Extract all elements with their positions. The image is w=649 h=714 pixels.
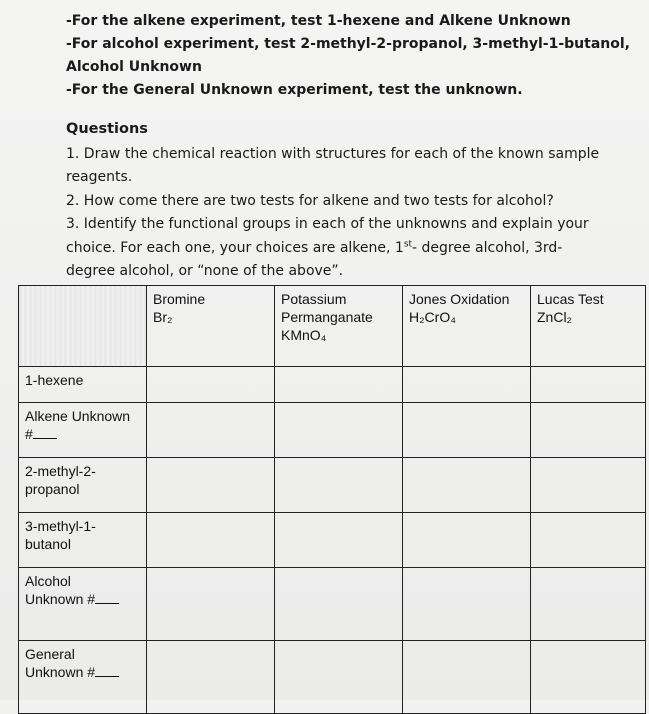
answer-cell[interactable] [275, 641, 403, 714]
row-label-text: Alkene Unknown [25, 408, 131, 424]
instructions [66, 10, 636, 102]
results-table [18, 285, 646, 714]
header-formula: Br₂ [153, 309, 173, 325]
questions-section [66, 118, 636, 284]
fill-in-blank[interactable] [95, 663, 119, 677]
header-bromine [147, 286, 275, 367]
row-label-text: Alcohol [25, 573, 71, 589]
header-text: Permanganate [281, 309, 373, 325]
question-2: 2. How come there are two tests for alkene and two tests for alcohol? [66, 192, 554, 209]
answer-cell[interactable] [147, 513, 275, 568]
answer-cell[interactable] [147, 568, 275, 641]
row-label-text: propanol [25, 481, 80, 497]
answer-cell[interactable] [531, 641, 646, 714]
header-formula: KMnO₄ [281, 327, 327, 343]
instruction-alcohol-cont: Alcohol Unknown [66, 59, 202, 75]
answer-cell[interactable] [403, 458, 531, 513]
answer-cell[interactable] [147, 403, 275, 458]
question-1-line-1: 1. Draw the chemical reaction with structures for each of the known sample [66, 145, 600, 162]
question-3-line-2-text: choice. For each one, your choices are alkene, 1 [66, 239, 404, 256]
row-label-number [25, 590, 140, 608]
questions-heading: Questions [66, 121, 148, 137]
header-permanganate [275, 286, 403, 367]
answer-cell[interactable] [403, 568, 531, 641]
instruction-general: -For the General Unknown experiment, test the unknown. [66, 82, 523, 98]
instruction-alcohol: -For alcohol experiment, test 2-methyl-2-propanol, 3-methyl-1-butanol, [66, 36, 630, 52]
fill-in-blank[interactable] [95, 590, 119, 604]
row-label-text: 3-methyl-1- [25, 518, 96, 534]
header-text: Potassium [281, 291, 347, 307]
row-label-general-unknown [19, 641, 147, 714]
row-label-text: # [25, 426, 33, 442]
answer-cell[interactable] [531, 367, 646, 403]
answer-cell[interactable] [275, 568, 403, 641]
table-row [19, 367, 646, 403]
question-3-line-1: 3. Identify the functional groups in each of the unknowns and explain your [66, 216, 589, 232]
answer-cell[interactable] [531, 458, 646, 513]
answer-cell[interactable] [275, 403, 403, 458]
header-text: Jones Oxidation [409, 291, 510, 307]
answer-cell[interactable] [147, 458, 275, 513]
row-label-text: General [25, 646, 75, 662]
header-formula: H₂CrO₄ [409, 309, 456, 325]
answer-cell[interactable] [403, 513, 531, 568]
answer-cell[interactable] [275, 458, 403, 513]
question-3-line-2-text-end: - degree alcohol, 3rd- [412, 239, 563, 256]
table-row [19, 403, 646, 458]
question-1-line-2: reagents. [66, 169, 133, 185]
row-label-alcohol-unknown [19, 568, 147, 641]
row-label-text: 1-hexene [25, 372, 84, 388]
table-row [19, 513, 646, 568]
question-3-line-3: degree alcohol, or “none of the above”. [66, 263, 344, 279]
header-text: Lucas Test [537, 291, 604, 307]
row-label-text: butanol [25, 536, 71, 552]
row-label-text: Unknown # [25, 591, 96, 607]
header-lucas [531, 286, 646, 367]
row-label-text: Unknown # [25, 664, 96, 680]
fill-in-blank[interactable] [33, 425, 57, 439]
answer-cell[interactable] [531, 403, 646, 458]
instruction-alkene: -For the alkene experiment, test 1-hexene and Alkene Unknown [66, 13, 571, 29]
row-label-number [25, 425, 140, 443]
answer-cell[interactable] [147, 367, 275, 403]
header-jones [403, 286, 531, 367]
table-row [19, 458, 646, 513]
header-text: Bromine [153, 291, 206, 307]
answer-cell[interactable] [403, 403, 531, 458]
question-3-line-2 [66, 237, 636, 261]
row-label-3-methyl-1-butanol [19, 513, 147, 568]
answer-cell[interactable] [275, 367, 403, 403]
row-label-1-hexene [19, 367, 147, 403]
answer-cell[interactable] [531, 513, 646, 568]
row-label-2-methyl-2-propanol [19, 458, 147, 513]
table-row [19, 641, 646, 714]
table-corner-cell [19, 286, 147, 367]
ordinal-superscript: st [403, 238, 413, 249]
row-label-number [25, 663, 140, 681]
table-header-row [19, 286, 646, 367]
answer-cell[interactable] [531, 568, 646, 641]
header-formula: ZnCl₂ [537, 309, 572, 325]
answer-cell[interactable] [147, 641, 275, 714]
table-row [19, 568, 646, 641]
answer-cell[interactable] [403, 641, 531, 714]
row-label-text: 2-methyl-2- [25, 463, 96, 479]
answer-cell[interactable] [275, 513, 403, 568]
answer-cell[interactable] [403, 367, 531, 403]
row-label-alkene-unknown [19, 403, 147, 458]
